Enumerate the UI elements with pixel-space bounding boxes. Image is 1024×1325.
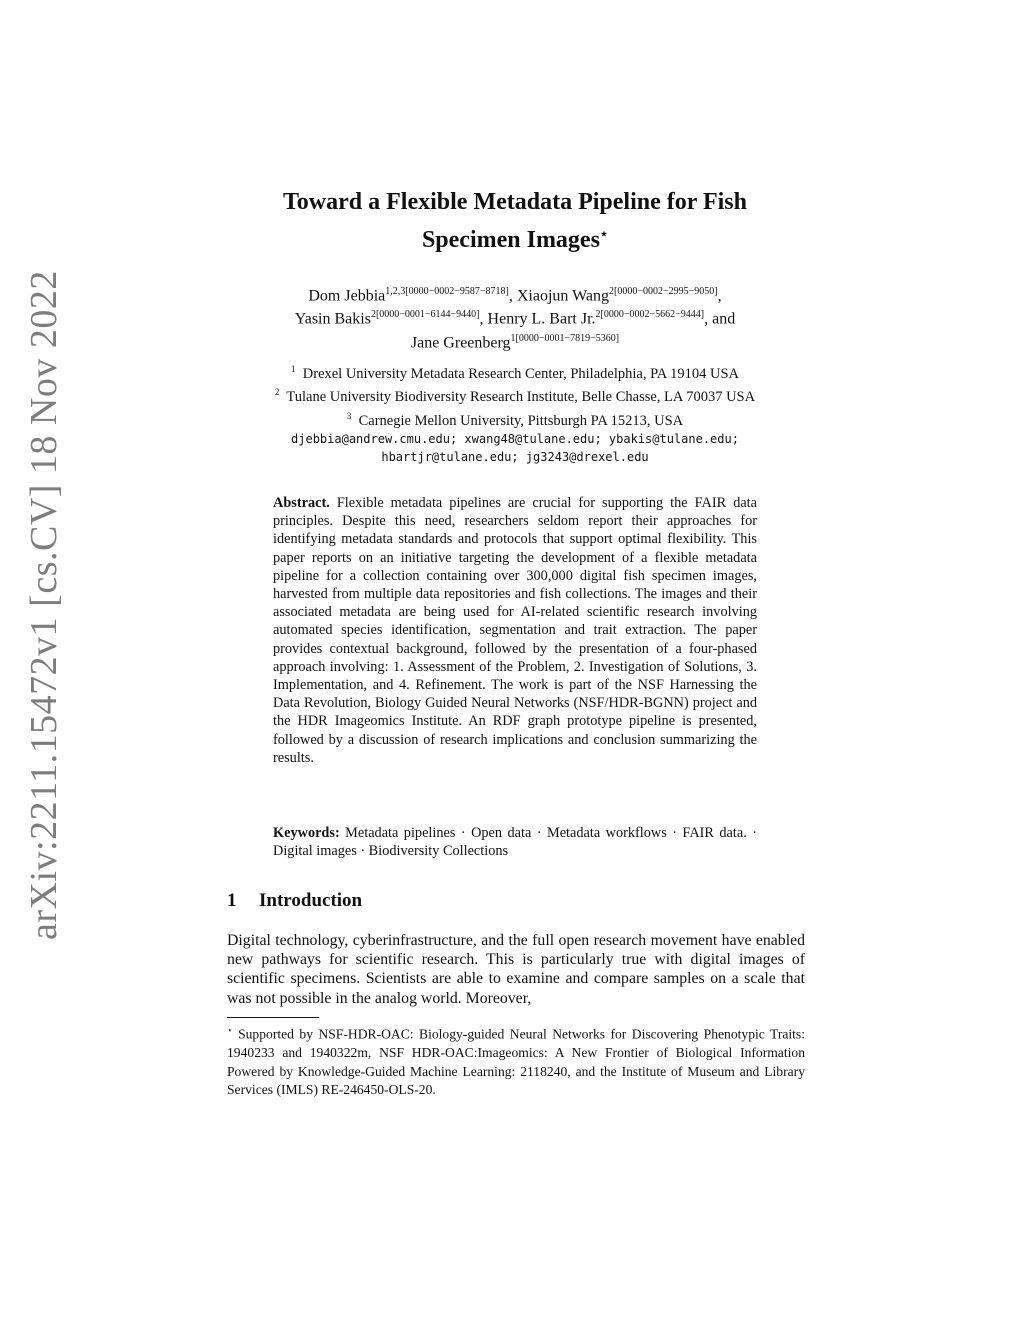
email-line-2: hbartjr@tulane.edu; jg3243@drexel.edu <box>381 450 649 465</box>
title-line-2-text: Specimen Images <box>421 227 600 253</box>
title-line-1: Toward a Flexible Metadata Pipeline for Fish <box>283 189 747 215</box>
abstract-label: Abstract. <box>273 495 330 511</box>
author-orcid: 2[0000−0002−2995−9050] <box>609 286 718 297</box>
author-name: Dom Jebbia <box>308 287 386 305</box>
title-footnote-mark: ⋆ <box>599 226 609 241</box>
section-number: 1 <box>227 890 237 911</box>
affiliation-item: $^1$ Drexel University Metadata Research Center, Philadelphia, PA 19104 USA <box>291 364 739 382</box>
keywords-label: Keywords: <box>273 825 340 841</box>
keywords <box>273 824 757 860</box>
intro-paragraph: Digital technology, cyberinfrastructure, and the full open research movement have enabled new pathways for scientific research. This is particularly true with digital images of scientific specimens. Scientists are able to examine and compare samples on a scale that was not possible in the analog world. Moreover, <box>227 932 805 1007</box>
author-orcid: 1[0000−0001−7819−5360] <box>510 332 620 344</box>
title-line-2 <box>230 218 800 256</box>
affiliation-item: $^3$ Carnegie Mellon University, Pittsburgh PA 15213, USA <box>346 410 684 429</box>
affiliation-item: $^2$ Tulane University Biodiversity Research Institute, Belle Chasse, LA 70037 USA <box>274 387 756 406</box>
footnote-mark: ⋆ <box>227 1025 233 1035</box>
author-orcid: 2[0000−0001−6144−9440] <box>370 309 480 321</box>
email-line-1: djebbia@andrew.cmu.edu; xwang48@tulane.edu; ybakis@tulane.edu; <box>291 431 739 446</box>
author-name: Yasin Bakis <box>294 310 371 328</box>
footnote <box>227 1021 805 1100</box>
author-line-1: Dom Jebbia$^{1,2,3[0000-0002-9587-8718]}$, Xiaojun Wang$^{2[0000-0002-2995-9050]}$, <box>308 286 722 305</box>
author-name: Henry L. Bart Jr. <box>487 310 596 328</box>
author-name: Xiaojun Wang <box>516 287 610 305</box>
author-orcid: 2[0000−0002−5662−9444] <box>595 309 705 321</box>
arxiv-identifier: arXiv:2211.15472v1 [cs.CV] 18 Nov 2022 <box>23 270 65 940</box>
footnote-divider <box>227 1017 319 1018</box>
footnote-text: Supported by NSF-HDR-OAC: Biology-guided Neural Networks for Discovering Phenotypic Traits: 1940233 and 1940322m, NSF HDR-OAC:Imageomics: A New Frontier of Biological Information Powered by Knowledge-Guided Machine Learning: 2118240, and the Institute of Museum and Library Services (IMLS) RE-246450-OLS-20. <box>227 1026 805 1098</box>
paper-title <box>230 186 800 256</box>
section-heading <box>227 890 362 912</box>
abstract <box>273 494 757 767</box>
author-name: Jane Greenberg <box>410 333 511 351</box>
author-line-2: Yasin Bakis$^{2[0000-0001-6144-9440]}$, Henry L. Bart Jr.$^{2[0000-0002-5662-9444]}$, and <box>294 309 736 328</box>
author-list <box>200 282 830 352</box>
author-line-3 <box>200 329 830 352</box>
abstract-text: Flexible metadata pipelines are crucial for supporting the FAIR data principles. Despite this need, researchers seldom report their approaches for identifying metadata standards and protocols that support optimal flexibility. This paper reports on an initiative targeting the development of a flexible metadata pipeline for a collection containing over 300,000 digital fish specimen images, harvested from multiple data repositories and fish collections. The images and their associated metadata are being used for AI-related scientific research involving automated species identification, segmentation and trait extraction. The paper provides contextual background, followed by the presentation of a four-phased approach involving: 1. Assessment of the Problem, 2. Investigation of Solutions, 3. Implementation, and 4. Refinement. The work is part of the NSF Harnessing the Data Revolution, Biology Guided Neural Networks (NSF/HDR-BGNN) project and the HDR Imageomics Institute. An RDF graph prototype pipeline is presented, followed by a discussion of research implications and conclusion summarizing the results. <box>273 495 758 766</box>
affiliation-list <box>200 360 830 467</box>
keywords-text: Metadata pipelines · Open data · Metadata workflows · FAIR data. · Digital images · Biodiversity Collections <box>273 825 757 860</box>
author-orcid: 1,2,3[0000−0002−9587−8718] <box>385 286 509 297</box>
section-title: Introduction <box>259 890 363 911</box>
